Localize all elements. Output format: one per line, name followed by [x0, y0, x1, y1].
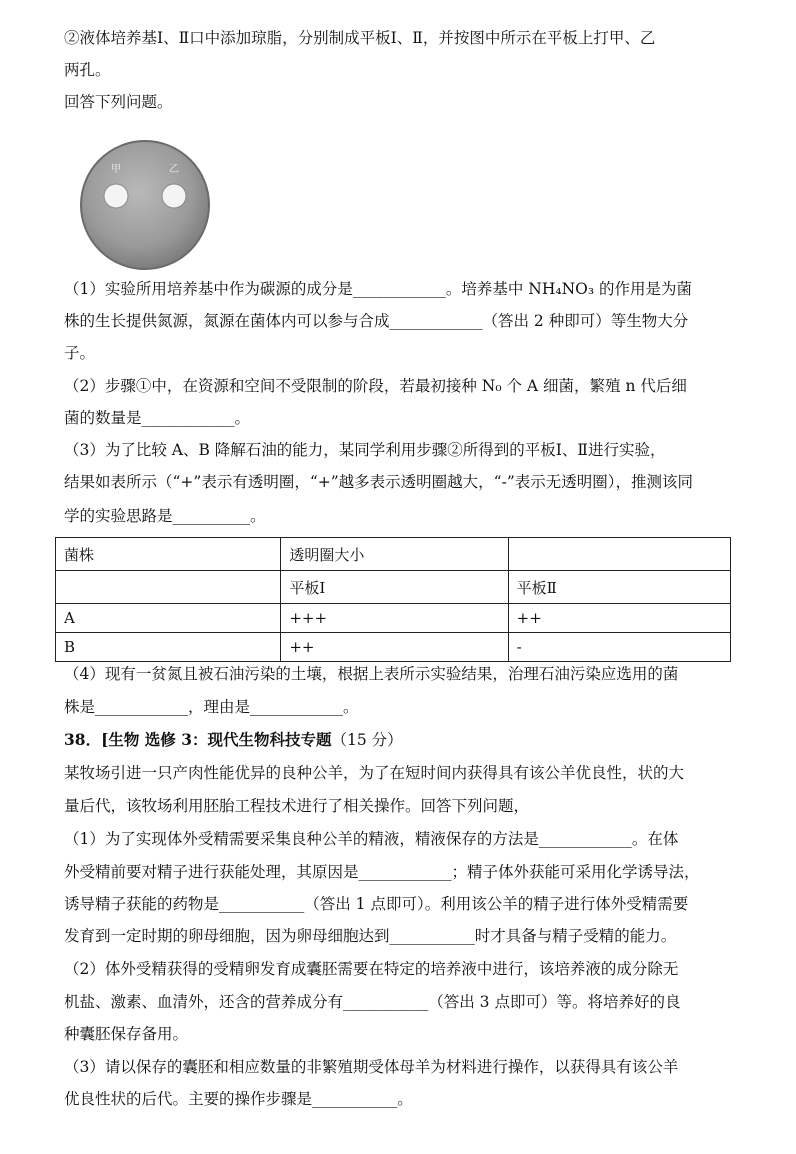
q38-s1-line-1: （1）为了实现体外受精需要采集良种公羊的精液，精液保存的方法是____________。在体: [64, 830, 679, 848]
q38-title: [64, 729, 403, 751]
header-plate-2: 平板Ⅱ: [508, 571, 730, 604]
q38-s1-line-3: 诱导精子获能的药物是___________（答出 1 点即可）。利用该公羊的精子进行体外受精需要: [64, 895, 689, 913]
agar-plate-figure: [78, 138, 212, 272]
q38-s2-line-1: （2）体外受精获得的受精卵发育成囊胚需要在特定的培养液中进行，该培养液的成分除无: [64, 960, 679, 978]
q1-line-2: 株的生长提供氮源，氮源在菌体内可以参与合成____________（答出 2 种即可）等生物大分: [64, 312, 689, 330]
result-table: [55, 537, 731, 662]
q38-s2-line-2: 机盐、激素、血清外，还含的营养成分有___________（答出 3 点即可）等。将培养好的良: [64, 993, 681, 1011]
table-row: [56, 633, 731, 662]
q38-s1-line-4: 发育到一定时期的卵母细胞，因为卵母细胞达到___________时才具备与精子受精的能力。: [64, 927, 677, 945]
cell-plate-1: +++: [281, 604, 508, 633]
cell-strain: B: [56, 633, 281, 662]
q38-s3-line-1: （3）请以保存的囊胚和相应数量的非繁殖期受体母羊为材料进行操作，以获得具有该公羊: [64, 1058, 679, 1076]
subheader-empty: [56, 571, 281, 604]
header-strain: 菌株: [56, 538, 281, 571]
intro-line-2: 两孔。: [64, 61, 111, 79]
q38-para-line-2: 量后代，该牧场利用胚胎工程技术进行了相关操作。回答下列问题，: [64, 797, 530, 815]
cell-strain: A: [56, 604, 281, 633]
q3-line-1: （3）为了比较 A、B 降解石油的能力，某同学利用步骤②所得到的平板Ⅰ、Ⅱ进行实验，: [64, 441, 666, 459]
hole-label-jia: 甲: [111, 164, 121, 175]
q1-line-3: 子。: [64, 344, 96, 362]
header-plate-1: 平板Ⅰ: [281, 571, 508, 604]
q38-s3-line-2: 优良性状的后代。主要的操作步骤是___________。: [64, 1090, 413, 1108]
q38-title-main: 38．[生物 选修 3：现代生物科技专题: [64, 730, 332, 749]
q38-para-line-1: 某牧场引进一只产肉性能优异的良种公羊，为了在短时间内获得具有该公羊优良性，状的大: [64, 764, 685, 782]
cell-plate-1: ++: [281, 633, 508, 662]
q2-line-2: 菌的数量是____________。: [64, 409, 251, 427]
intro-line-1: ②液体培养基Ⅰ、Ⅱ口中添加琼脂，分别制成平板Ⅰ、Ⅱ，并按图中所示在平板上打甲、乙: [64, 29, 656, 47]
q3-line-3: 学的实验思路是__________。: [64, 507, 266, 525]
table-header-row: [56, 538, 731, 571]
q2-line-1: （2）步骤①中，在资源和空间不受限制的阶段，若最初接种 N₀ 个 A 细菌，繁殖 n 代后细: [64, 377, 687, 395]
q38-title-score: （15 分）: [331, 731, 403, 749]
header-empty: [508, 538, 730, 571]
q1-line-1: （1）实验所用培养基中作为碳源的成分是____________。培养基中 NH₄NO₃ 的作用是为菌: [64, 280, 692, 298]
intro-line-3: 回答下列问题。: [64, 93, 173, 111]
q3-line-2: 结果如表所示（“+”表示有透明圈，“+”越多表示透明圈越大，“-”表示无透明圈），推测该同: [64, 473, 694, 491]
cell-plate-2: -: [508, 633, 730, 662]
table-row: [56, 604, 731, 633]
header-clear-zone-size: 透明圈大小: [281, 538, 508, 571]
cell-plate-2: ++: [508, 604, 730, 633]
q38-s2-line-3: 种囊胚保存备用。: [64, 1025, 189, 1043]
q38-s1-line-2: 外受精前要对精子进行获能处理，其原因是____________；精子体外获能可采用化学诱导法，: [64, 863, 700, 881]
table-subheader-row: [56, 571, 731, 604]
hole-label-yi: 乙: [169, 164, 179, 175]
q4-line-2: 株是____________，理由是____________。: [64, 698, 359, 716]
q4-line-1: （4）现有一贫氮且被石油污染的土壤，根据上表所示实验结果，治理石油污染应选用的菌: [64, 665, 679, 683]
